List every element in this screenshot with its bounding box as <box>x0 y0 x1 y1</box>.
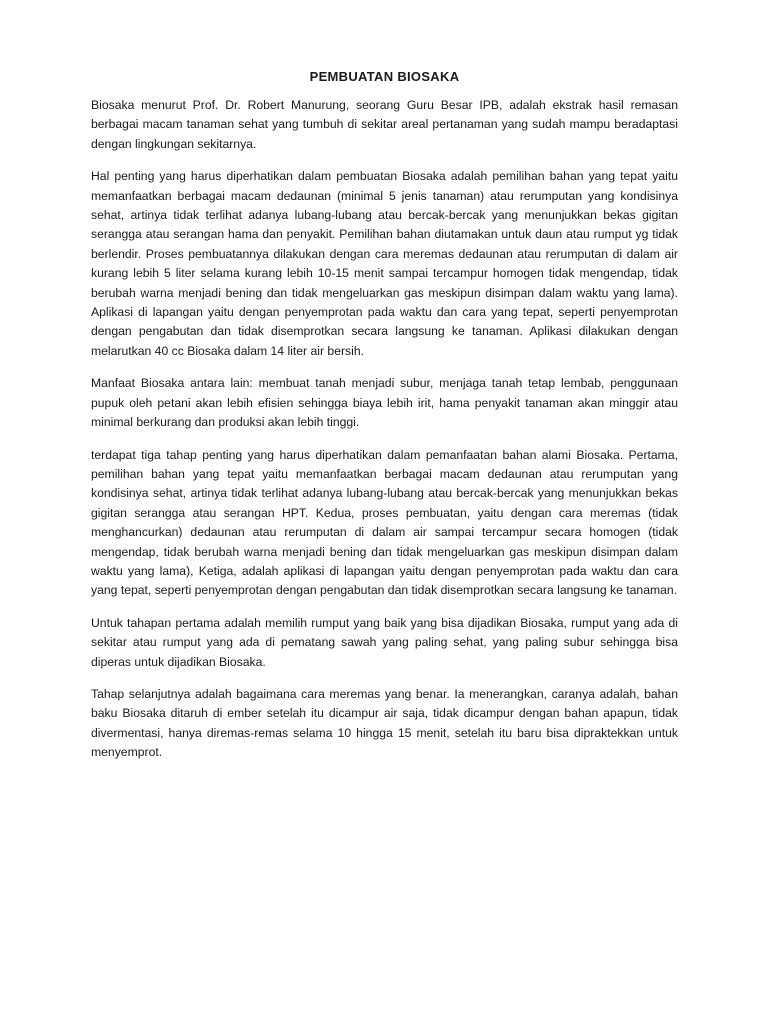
paragraph-next-stage: Tahap selanjutnya adalah bagaimana cara meremas yang benar. Ia menerangkan, caranya adalah, bahan baku Biosaka ditaruh di ember setelah itu dicampur air saja, tidak dicampur dengan bahan apapun, tidak divermentasi, hanya diremas-remas selama 10 hingga 15 menit, setelah itu baru bisa dipraktekkan untuk menyemprot. <box>91 686 678 760</box>
document-title: PEMBUATAN BIOSAKA <box>309 69 460 84</box>
paragraph-three-stages: terdapat tiga tahap penting yang harus diperhatikan dalam pemanfaatan bahan alami Biosaka. Pertama, pemilihan bahan yang tepat yaitu memanfaatkan berbagai macam dedaunan atau rerumputan yang kondisinya sehat, artinya tidak terlihat adanya lubang-lubang atau bercak-bercak yang menunjukkan bekas gigitan serangga atau serangan HPT. Kedua, proses pembuatan, yaitu dengan cara meremas (tidak menghancurkan) dedaunan atau rerumputan di dalam air sampai tercampur secara homogen (tidak mengendap, tidak berubah warna menjadi bening dan tidak mengeluarkan gas meskipun disimpan dalam waktu yang lama), Ketiga, adalah aplikasi di lapangan yaitu dengan penyemprotan pada waktu dan cara yang tepat, seperti penyemprotan dengan pengabutan dan tidak disemprotkan secara langsung ke tanaman. <box>91 447 678 598</box>
paragraph-benefits: Manfaat Biosaka antara lain: membuat tanah menjadi subur, menjaga tanah tetap lembab, penggunaan pupuk oleh petani akan lebih efisien sehingga biaya lebih irit, hama penyakit tanaman akan minggir atau minimal berkurang dan produksi akan lebih tinggi. <box>91 376 678 430</box>
document-page <box>91 68 678 776</box>
paragraph-first-stage: Untuk tahapan pertama adalah memilih rumput yang baik yang bisa dijadikan Biosaka, rumput yang ada di sekitar atau rumput yang ada di pematang sawah yang paling sehat, yang paling subur sehingga bisa diperas untuk dijadikan Biosaka. <box>91 615 678 669</box>
paragraph-definition: Biosaka menurut Prof. Dr. Robert Manurung, seorang Guru Besar IPB, adalah ekstrak hasil remasan berbagai macam tanaman sehat yang tumbuh di sekitar areal pertanaman yang sudah mampu beradaptasi dengan lingkungan sekitarnya. <box>91 98 678 151</box>
paragraph-material-selection: Hal penting yang harus diperhatikan dalam pembuatan Biosaka adalah pemilihan bahan yang tepat yaitu memanfaatkan berbagai macam dedaunan (minimal 5 jenis tanaman) atau rerumputan yang kondisinya sehat, artinya tidak terlihat adanya lubang-lubang atau bercak-bercak yang menunjukkan bekas gigitan serangga atau serangan hama dan penyakit. Pemilihan bahan diutamakan untuk daun atau rumput yg tidak berlendir. Proses pembuatannya dilakukan dengan cara meremas dedaunan atau rerumputan di dalam air kurang lebih 5 liter selama kurang lebih 10-15 menit sampai tercampur homogen tidak mengendap, tidak berubah warna menjadi bening dan tidak mengeluarkan gas meskipun disimpan dalam waktu yang lama). Aplikasi di lapangan yaitu dengan penyemprotan pada waktu dan cara yang tepat, seperti penyemprotan dengan pengabutan dan tidak disemprotkan secara langsung ke tanaman. Aplikasi dilakukan dengan melarutkan 40 cc Biosaka dalam 14 liter air bersih. <box>91 169 678 358</box>
